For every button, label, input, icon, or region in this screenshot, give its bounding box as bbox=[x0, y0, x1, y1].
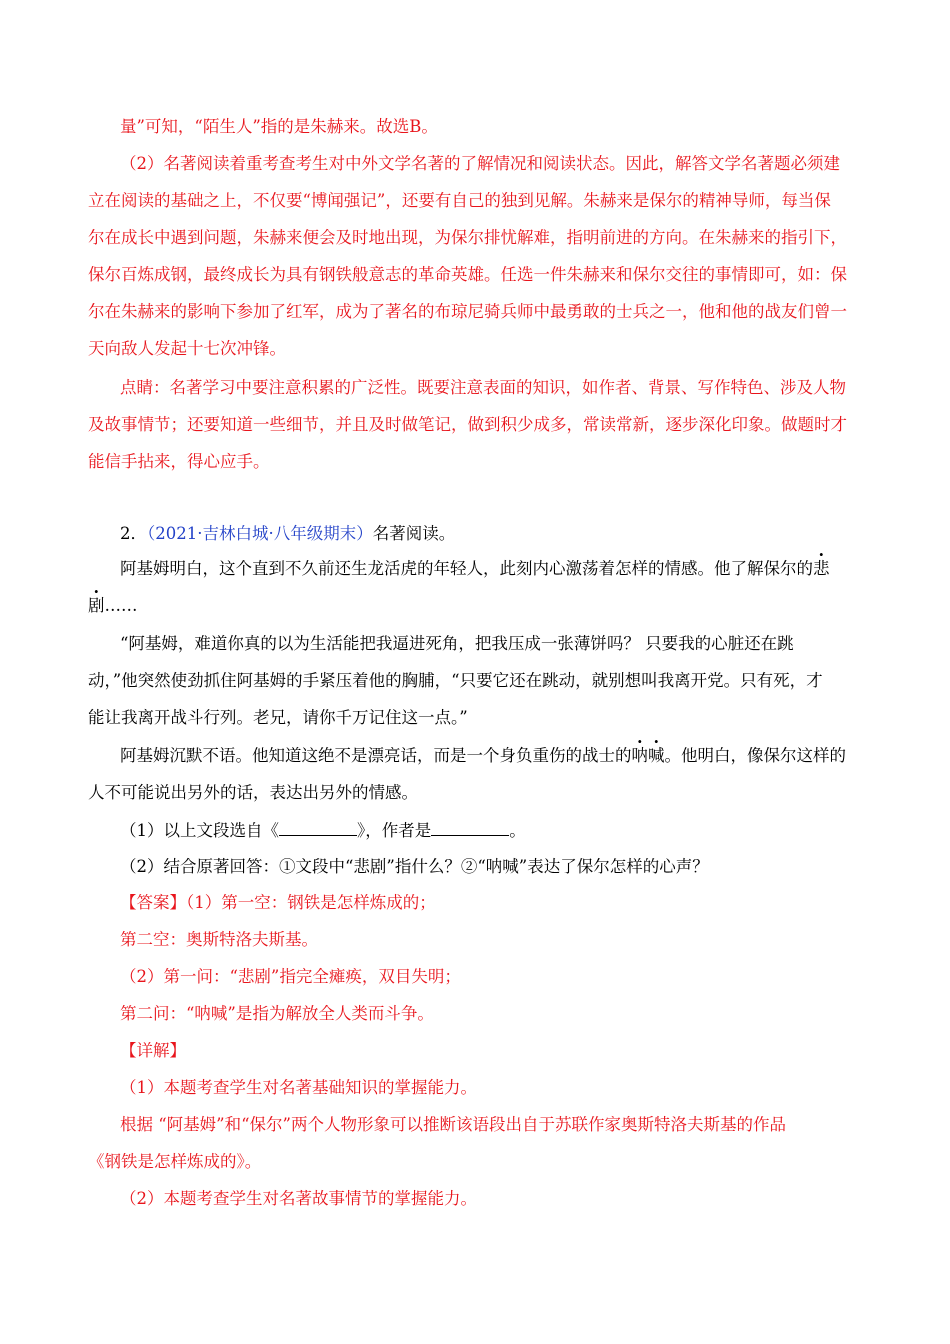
passage-line: 人不可能说出另外的话，表达出另外的情感。 bbox=[88, 783, 418, 802]
tip-line: 及故事情节；还要知道一些细节，并且及时做笔记，做到积少成多，常读常新，逐步深化印象。做题时才 bbox=[88, 415, 847, 434]
sub-question-text: （1）以上文段选自《 bbox=[120, 821, 279, 840]
tip-line: 点睛：名著学习中要注意积累的广泛性。既要注意表面的知识，如作者、背景、写作特色、涉及人物 bbox=[120, 378, 846, 397]
emphasis-char: 呐 bbox=[631, 746, 648, 765]
sub-question-text: 》，作者是 bbox=[357, 821, 432, 840]
passage-line bbox=[120, 745, 900, 767]
answer-blank-author[interactable] bbox=[431, 819, 509, 836]
answer-line: 第二问：“呐喊”是指为解放全人类而斗争。 bbox=[120, 1004, 434, 1023]
emphasis-char: 悲 bbox=[813, 559, 830, 578]
question-source: （2021·吉林白城·八年级期末） bbox=[147, 524, 373, 543]
passage-line: 动，”他突然使劲抓住阿基姆的手紧压着他的胸脯，“只要它还在跳动，就别想叫我离开党。只有死，才 bbox=[88, 671, 823, 690]
passage-line: 能让我离开战斗行列。老兄，请你千万记住这一点。” bbox=[88, 708, 468, 727]
detail-line: （1）本题考查学生对名著基础知识的掌握能力。 bbox=[120, 1078, 477, 1097]
passage-text: 阿基姆沉默不语。他知道这绝不是漂亮话，而是一个身负重伤的战士的 bbox=[120, 746, 632, 765]
answer-continuation: 量”可知，“陌生人”指的是朱赫来。故选B。 bbox=[120, 117, 438, 136]
passage-line bbox=[88, 595, 868, 617]
passage-line bbox=[120, 558, 900, 580]
sub-question-text: 。 bbox=[509, 821, 526, 840]
detail-label: 【详解】 bbox=[120, 1041, 186, 1060]
question-2-header bbox=[120, 523, 900, 545]
answer-line: 第二空：奥斯特洛夫斯基。 bbox=[120, 930, 318, 949]
passage-line: “阿基姆，难道你真的以为生活能把我逼进死角，把我压成一张薄饼吗？ 只要我的心脏还在跳 bbox=[120, 634, 794, 653]
answer-paragraph-line: 保尔百炼成钢，最终成长为具有钢铁般意志的革命英雄。任选一件朱赫来和保尔交往的事情即可，如：保 bbox=[88, 265, 847, 284]
answer-paragraph-line: 尔在成长中遇到问题，朱赫来便会及时地出现，为保尔排忧解难，指明前进的方向。在朱赫来的指引下， bbox=[88, 228, 847, 247]
answer-blank-title[interactable] bbox=[279, 819, 357, 836]
detail-line: （2）本题考查学生对名著故事情节的掌握能力。 bbox=[120, 1189, 477, 1208]
passage-text: 。他明白，像保尔这样的 bbox=[664, 746, 846, 765]
detail-line: 根据 “阿基姆”和“保尔”两个人物形象可以推断该语段出自于苏联作家奥斯特洛夫斯基的作品 bbox=[120, 1115, 786, 1134]
emphasis-char: 剧 bbox=[88, 596, 105, 615]
answer-paragraph-line: 立在阅读的基础之上，不仅要“博闻强记”，还要有自己的独到见解。朱赫来是保尔的精神导师，每当保 bbox=[88, 191, 831, 210]
passage-text: 阿基姆明白，这个直到不久前还生龙活虎的年轻人，此刻内心激荡着怎样的情感。他了解保尔的 bbox=[120, 559, 813, 578]
answer-label: 【答案】 bbox=[120, 893, 186, 912]
question-title: 名著阅读。 bbox=[372, 524, 456, 543]
answer-paragraph-line: 尔在朱赫来的影响下参加了红军，成为了著名的布琼尼骑兵师中最勇敢的士兵之一，他和他的战友们曾一 bbox=[88, 302, 847, 321]
answer-paragraph-line: 天向敌人发起十七次冲锋。 bbox=[88, 339, 286, 358]
answer-text: （1）第一空：钢铁是怎样炼成的； bbox=[186, 893, 436, 912]
answer-paragraph-line: （2）名著阅读着重考查考生对中外文学名著的了解情况和阅读状态。因此，解答文学名著题必须建 bbox=[120, 154, 840, 173]
sub-question-1 bbox=[120, 819, 900, 842]
emphasis-char: 喊 bbox=[648, 746, 665, 765]
detail-line: 《钢铁是怎样炼成的》。 bbox=[88, 1152, 262, 1171]
question-number: 2． bbox=[120, 524, 147, 543]
passage-text: …… bbox=[104, 596, 138, 615]
sub-question-2: （2）结合原著回答：①文段中“悲剧”指什么？②“呐喊”表达了保尔怎样的心声？ bbox=[120, 857, 709, 876]
answer-line bbox=[120, 892, 900, 914]
answer-line: （2）第一问：“悲剧”指完全瘫痪，双目失明； bbox=[120, 967, 461, 986]
tip-line: 能信手拈来，得心应手。 bbox=[88, 452, 270, 471]
